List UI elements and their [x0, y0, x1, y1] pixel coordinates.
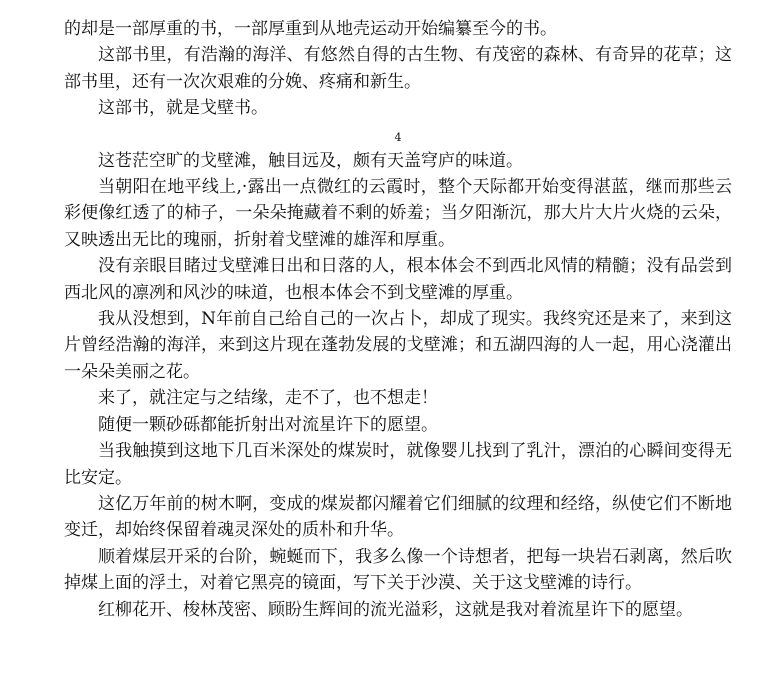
document-page	[64, 16, 732, 623]
paragraph-gobi-vastness: 这苍茫空旷的戈壁滩，触目远及，颇有天盖穹庐的味道。	[98, 150, 523, 171]
paragraph-sunrise-sunset: 当朝阳在地平线上,·露出一点微红的云霞时，整个天际都开始变得湛蓝，继而那些云彩便像红透了的柿子，一朵朵掩藏着不剩的娇羞；当夕阳渐沉，那大片大片火烧的云朵，又映透出无比的瑰丽，折射着戈壁滩的雄浑和厚重。	[64, 177, 732, 250]
paragraph-final-wish: 红柳花开、梭林茂密、顾盼生辉间的流光溢彩，这就是我对着流星许下的愿望。	[98, 599, 693, 620]
paragraph-northwest-wind: 没有亲眼目睹过戈壁滩日出和日落的人，根本体会不到西北风情的精髓；没有品尝到西北风的凛冽和风沙的味道，也根本体会不到戈壁滩的厚重。	[64, 256, 732, 303]
paragraph-destiny: 来了，就注定与之结缘，走不了，也不想走！	[98, 388, 438, 409]
paragraph-coal-touch: 当我触摸到这地下几百米深处的煤炭时，就像婴儿找到了乳汁，漂泊的心瞬间变得无比安定。	[64, 441, 732, 488]
paragraph-gobi-book: 这部书，就是戈壁书。	[98, 98, 268, 119]
paragraph-continued: 的却是一部厚重的书，一部厚重到从地壳运动开始编纂至今的书。	[64, 19, 557, 39]
paragraph-book-contents: 这部书里，有浩瀚的海洋、有悠然自得的古生物、有茂密的森林、有奇异的花草；这部书里，还有一次次艰难的分娩、疼痛和新生。	[64, 45, 732, 92]
paragraph-coal-steps: 顺着煤层开采的台阶，蜿蜒而下，我多么像一个诗想者，把每一块岩石剥离，然后吹掉煤上面的浮土，对着它黑亮的镜面，写下关于沙漠、关于这戈壁滩的诗行。	[64, 546, 732, 594]
paragraph-ancient-trees: 这亿万年前的树木啊，变成的煤炭都闪耀着它们细腻的纹理和经络，纵使它们不断地变迁，却始终保留着魂灵深处的质朴和升华。	[64, 493, 732, 541]
paragraph-gravel-wish: 随便一颗砂砾都能折射出对流星许下的愿望。	[98, 414, 438, 435]
page-number: 4	[394, 130, 402, 144]
paragraph-divination: 我从没想到，N年前自己给自己的一次占卜，却成了现实。我终究还是来了，来到这片曾经浩瀚的海洋，来到这片现在蓬勃发展的戈壁滩；和五湖四海的人一起，用心浇灌出一朵朵美丽之花。	[64, 309, 732, 382]
